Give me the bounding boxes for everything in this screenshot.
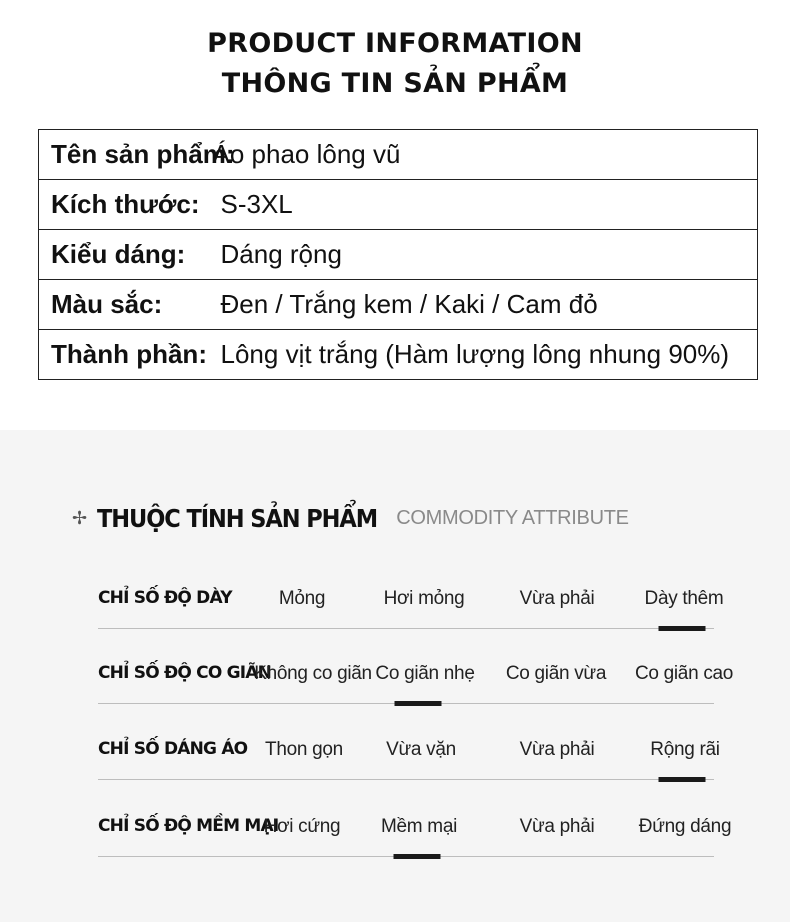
attribute-option: Đứng dáng	[638, 816, 732, 837]
attribute-option: Hơi cứng	[263, 816, 341, 837]
attributes-title: THUỘC TÍNH SẢN PHẨM	[97, 503, 378, 533]
info-value: Đen / Trắng kem / Kaki / Cam đỏ	[209, 280, 758, 330]
info-label: Thành phần:	[39, 330, 209, 380]
attribute-label: CHỈ SỐ ĐỘ DÀY	[98, 588, 232, 608]
table-row	[39, 280, 758, 330]
page-title-vi: THÔNG TIN SẢN PHẨM	[221, 68, 569, 99]
attribute-label: CHỈ SỐ ĐỘ CO GIÃN	[98, 663, 272, 683]
attribute-option: Co giãn vừa	[505, 663, 607, 684]
sparkle-icon: ✢	[72, 508, 88, 528]
table-row	[39, 130, 758, 180]
product-info-table	[38, 129, 758, 380]
attribute-option: Co giãn cao	[634, 663, 734, 684]
attributes-subtitle: COMMODITY ATTRIBUTE	[396, 506, 629, 529]
attribute-label: CHỈ SỐ DÁNG ÁO	[98, 739, 248, 759]
attribute-option: Vừa phải	[519, 816, 595, 837]
info-label: Kiểu dáng:	[39, 230, 209, 280]
info-label: Tên sản phẩm:	[39, 130, 209, 180]
attribute-option: Dày thêm	[644, 588, 724, 609]
attribute-option: Hơi mỏng	[383, 588, 465, 609]
attribute-option: Thon gọn	[265, 739, 343, 760]
attributes-section-header	[72, 498, 629, 538]
attribute-selected-marker	[659, 626, 706, 631]
table-row	[39, 230, 758, 280]
attribute-row-thickness	[0, 588, 790, 638]
attribute-option: Vừa phải	[519, 588, 595, 609]
info-value: Dáng rộng	[209, 230, 758, 280]
attribute-option: Vừa phải	[519, 739, 595, 760]
attribute-selected-marker	[395, 701, 442, 706]
attribute-label: CHỈ SỐ ĐỘ MỀM MẠI	[98, 816, 279, 836]
page-title-en: PRODUCT INFORMATION	[207, 28, 583, 59]
attribute-option: Mềm mại	[380, 816, 458, 837]
info-label: Màu sắc:	[39, 280, 209, 330]
table-row	[39, 180, 758, 230]
table-row	[39, 330, 758, 380]
product-info-panel	[0, 0, 790, 430]
attribute-row-softness	[0, 816, 790, 866]
attribute-selected-marker	[659, 777, 706, 782]
attribute-option: Không co giãn	[254, 663, 372, 684]
attribute-option: Mỏng	[278, 588, 326, 609]
attribute-option: Vừa vặn	[386, 739, 456, 760]
info-label: Kích thước:	[39, 180, 209, 230]
info-value: Áo phao lông vũ	[209, 130, 758, 180]
attribute-option: Co giãn nhẹ	[375, 663, 475, 684]
info-value: Lông vịt trắng (Hàm lượng lông nhung 90%)	[209, 330, 758, 380]
attribute-scale-line	[98, 628, 714, 629]
attribute-row-stretch	[0, 663, 790, 713]
attribute-option: Rộng rãi	[650, 739, 720, 760]
attribute-scale-line	[98, 779, 714, 780]
attribute-row-fit	[0, 739, 790, 789]
info-value: S-3XL	[209, 180, 758, 230]
attribute-selected-marker	[394, 854, 441, 859]
